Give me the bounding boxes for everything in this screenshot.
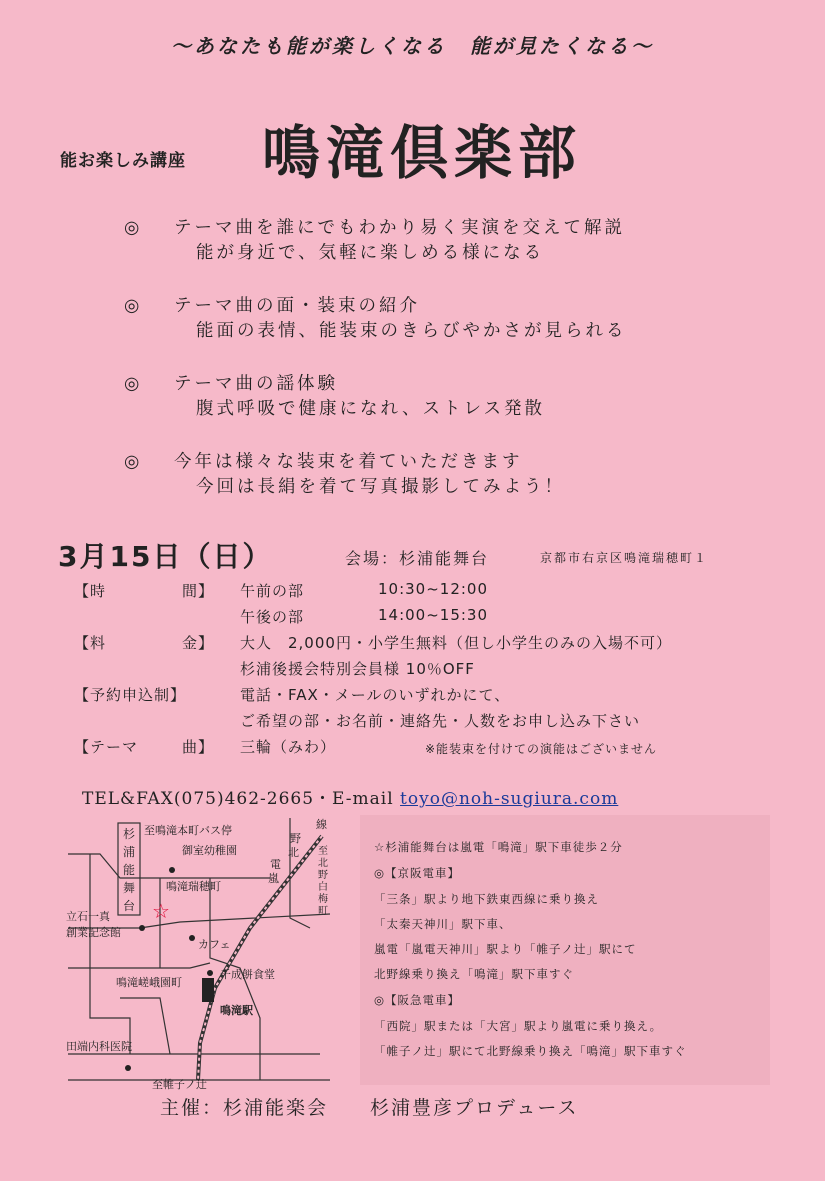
access-line: 「太秦天神川」駅下車、: [374, 917, 512, 931]
reservation-detail: ご希望の部・お名前・連絡先・人数をお申し込み下さい: [240, 712, 641, 730]
map-dot: [169, 867, 175, 873]
kitano-label-char: 野: [318, 870, 328, 881]
feature-detail: 能が身近で、気軽に楽しめる様になる: [196, 243, 545, 263]
map-label-cafe: カフェ: [198, 938, 231, 951]
map-label-mizuho: 鳴滝瑞穂町: [166, 880, 221, 893]
bullet-mark: ◎: [124, 218, 143, 238]
map-label-hall-1: 立石一真: [66, 910, 110, 923]
map-dot: [139, 925, 145, 931]
map-label-line: 北: [288, 846, 299, 859]
map-label-hall-2: 創業記念館: [66, 926, 121, 939]
map-dot: [207, 970, 213, 976]
feature-detail: 能面の表情、能装束のきらびやかさが見られる: [196, 321, 627, 341]
fee-line: 大人 2,000円・小学生無料（但し小学生のみの入場不可）: [240, 634, 672, 652]
feature-item: [124, 294, 627, 344]
kitano-label-char: 白: [318, 882, 328, 893]
stage-label-char: 能: [123, 863, 136, 877]
time-morning-name: 午前の部: [240, 582, 305, 600]
stage-label-char: 浦: [123, 845, 136, 859]
map-road: [68, 854, 270, 878]
map-dot: [125, 1065, 131, 1071]
email-link[interactable]: toyo@noh-sugiura.com: [400, 789, 619, 809]
stage-label: [123, 826, 135, 913]
label-time-end: 間】: [181, 582, 214, 600]
map-label-bus: 至鳴滝本町バス停: [144, 824, 232, 837]
feature-heading: テーマ曲の謡体験: [174, 374, 338, 394]
map-label-kindergarten: 御室幼稚園: [182, 844, 237, 857]
label-theme-end: 曲】: [181, 738, 214, 756]
feature-item: [124, 372, 545, 422]
map-label-line: 野: [290, 832, 301, 845]
access-line: 「三条」駅より地下鉄東西線に乗り換え: [374, 892, 599, 906]
access-line: ☆杉浦能舞台は嵐電「鳴滝」駅下車徒歩２分: [374, 840, 623, 854]
telfax-text: TEL&FAX(075)462-2665・E-mail: [82, 789, 394, 809]
station-marker: [202, 978, 214, 1002]
label-reservation: 【予約申込制】: [74, 686, 187, 704]
map-label-katabiranotsuji: 至帷子ノ辻: [152, 1078, 207, 1090]
feature-heading: テーマ曲の面・装束の紹介: [174, 296, 420, 316]
subtitle: 能お楽しみ講座: [60, 151, 186, 171]
access-line: 嵐電「嵐電天神川」駅より「帷子ノ辻」駅にて: [374, 942, 637, 956]
map-label-line: 嵐: [268, 872, 279, 885]
stage-label-char: 舞: [123, 881, 136, 895]
label-fee-end: 金】: [181, 634, 214, 652]
access-line: 「帷子ノ辻」駅にて北野線乗り換え「鳴滝」駅下車すぐ: [374, 1044, 687, 1058]
map-label-line: 線: [316, 818, 327, 831]
map-label-restaurant: 千成餅食堂: [220, 968, 275, 981]
kitano-label-char: 北: [318, 858, 328, 869]
label-theme-start: 【テーマ: [74, 738, 139, 756]
access-info: [360, 815, 770, 1085]
feature-detail: 腹式呼吸で健康になれ、ストレス発散: [196, 399, 546, 419]
feature-item: [124, 216, 625, 266]
page-title: 鳴滝倶楽部: [262, 119, 583, 187]
bullet-mark: ◎: [124, 452, 143, 472]
kitano-label-char: 梅: [318, 894, 328, 905]
feature-detail: 今回は長絹を着て写真撮影してみよう！: [196, 477, 565, 497]
access-line: 「西院」駅または「大宮」駅より嵐電に乗り換え。: [374, 1019, 663, 1033]
theme-value: 三輪（みわ）: [240, 738, 337, 756]
access-map: [60, 818, 330, 1090]
feature-heading: テーマ曲を誰にでもわかり易く実演を交えて解説: [174, 218, 625, 238]
access-line: ◎【阪急電車】: [374, 993, 461, 1007]
map-label-saga: 鳴滝嵯峨園町: [116, 976, 182, 989]
access-line: ◎【京阪電車】: [374, 866, 461, 880]
map-label-station: 鳴滝駅: [220, 1004, 253, 1017]
stage-label-char: 台: [123, 899, 136, 913]
map-label-line: 電: [270, 858, 281, 871]
bullet-mark: ◎: [124, 296, 143, 316]
kitano-label-char: 町: [318, 906, 328, 917]
fee-discount: 杉浦後援会特別会員様 10％OFF: [240, 660, 475, 678]
label-fee-start: 【料: [74, 634, 107, 652]
time-morning-value: 10:30~12:00: [378, 580, 489, 598]
contact-line: [82, 784, 618, 809]
tagline: ～あなたも能が楽しくなる 能が見たくなる～: [171, 34, 654, 58]
event-date: 3月15日（日）: [58, 540, 273, 573]
bullet-mark: ◎: [124, 374, 143, 394]
theme-note: ※能装束を付けての演能はございません: [425, 742, 658, 756]
stage-star-icon: ☆: [152, 899, 170, 923]
kitano-label: [318, 845, 328, 917]
time-afternoon-name: 午後の部: [240, 608, 305, 626]
map-road: [68, 963, 210, 968]
feature-heading: 今年は様々な装束を着ていただきます: [174, 452, 523, 472]
event-address: 京都市右京区鳴滝瑞穂町１: [540, 551, 709, 565]
feature-item: [124, 450, 565, 500]
time-afternoon-value: 14:00~15:30: [378, 606, 489, 624]
kitano-label-char: 至: [318, 846, 328, 857]
map-label-clinic: 田端内科医院: [66, 1040, 132, 1053]
footer-organizer: 主催：杉浦能楽会 杉浦豊彦プロデュース: [160, 1097, 579, 1119]
map-dot: [189, 935, 195, 941]
label-time-start: 【時: [74, 582, 107, 600]
access-line: 北野線乗り換え「鳴滝」駅下車すぐ: [374, 967, 574, 981]
stage-label-char: 杉: [123, 827, 136, 841]
event-venue: 会場：杉浦能舞台: [345, 549, 490, 568]
reservation-line: 電話・FAX・メールのいずれかにて、: [240, 686, 511, 704]
